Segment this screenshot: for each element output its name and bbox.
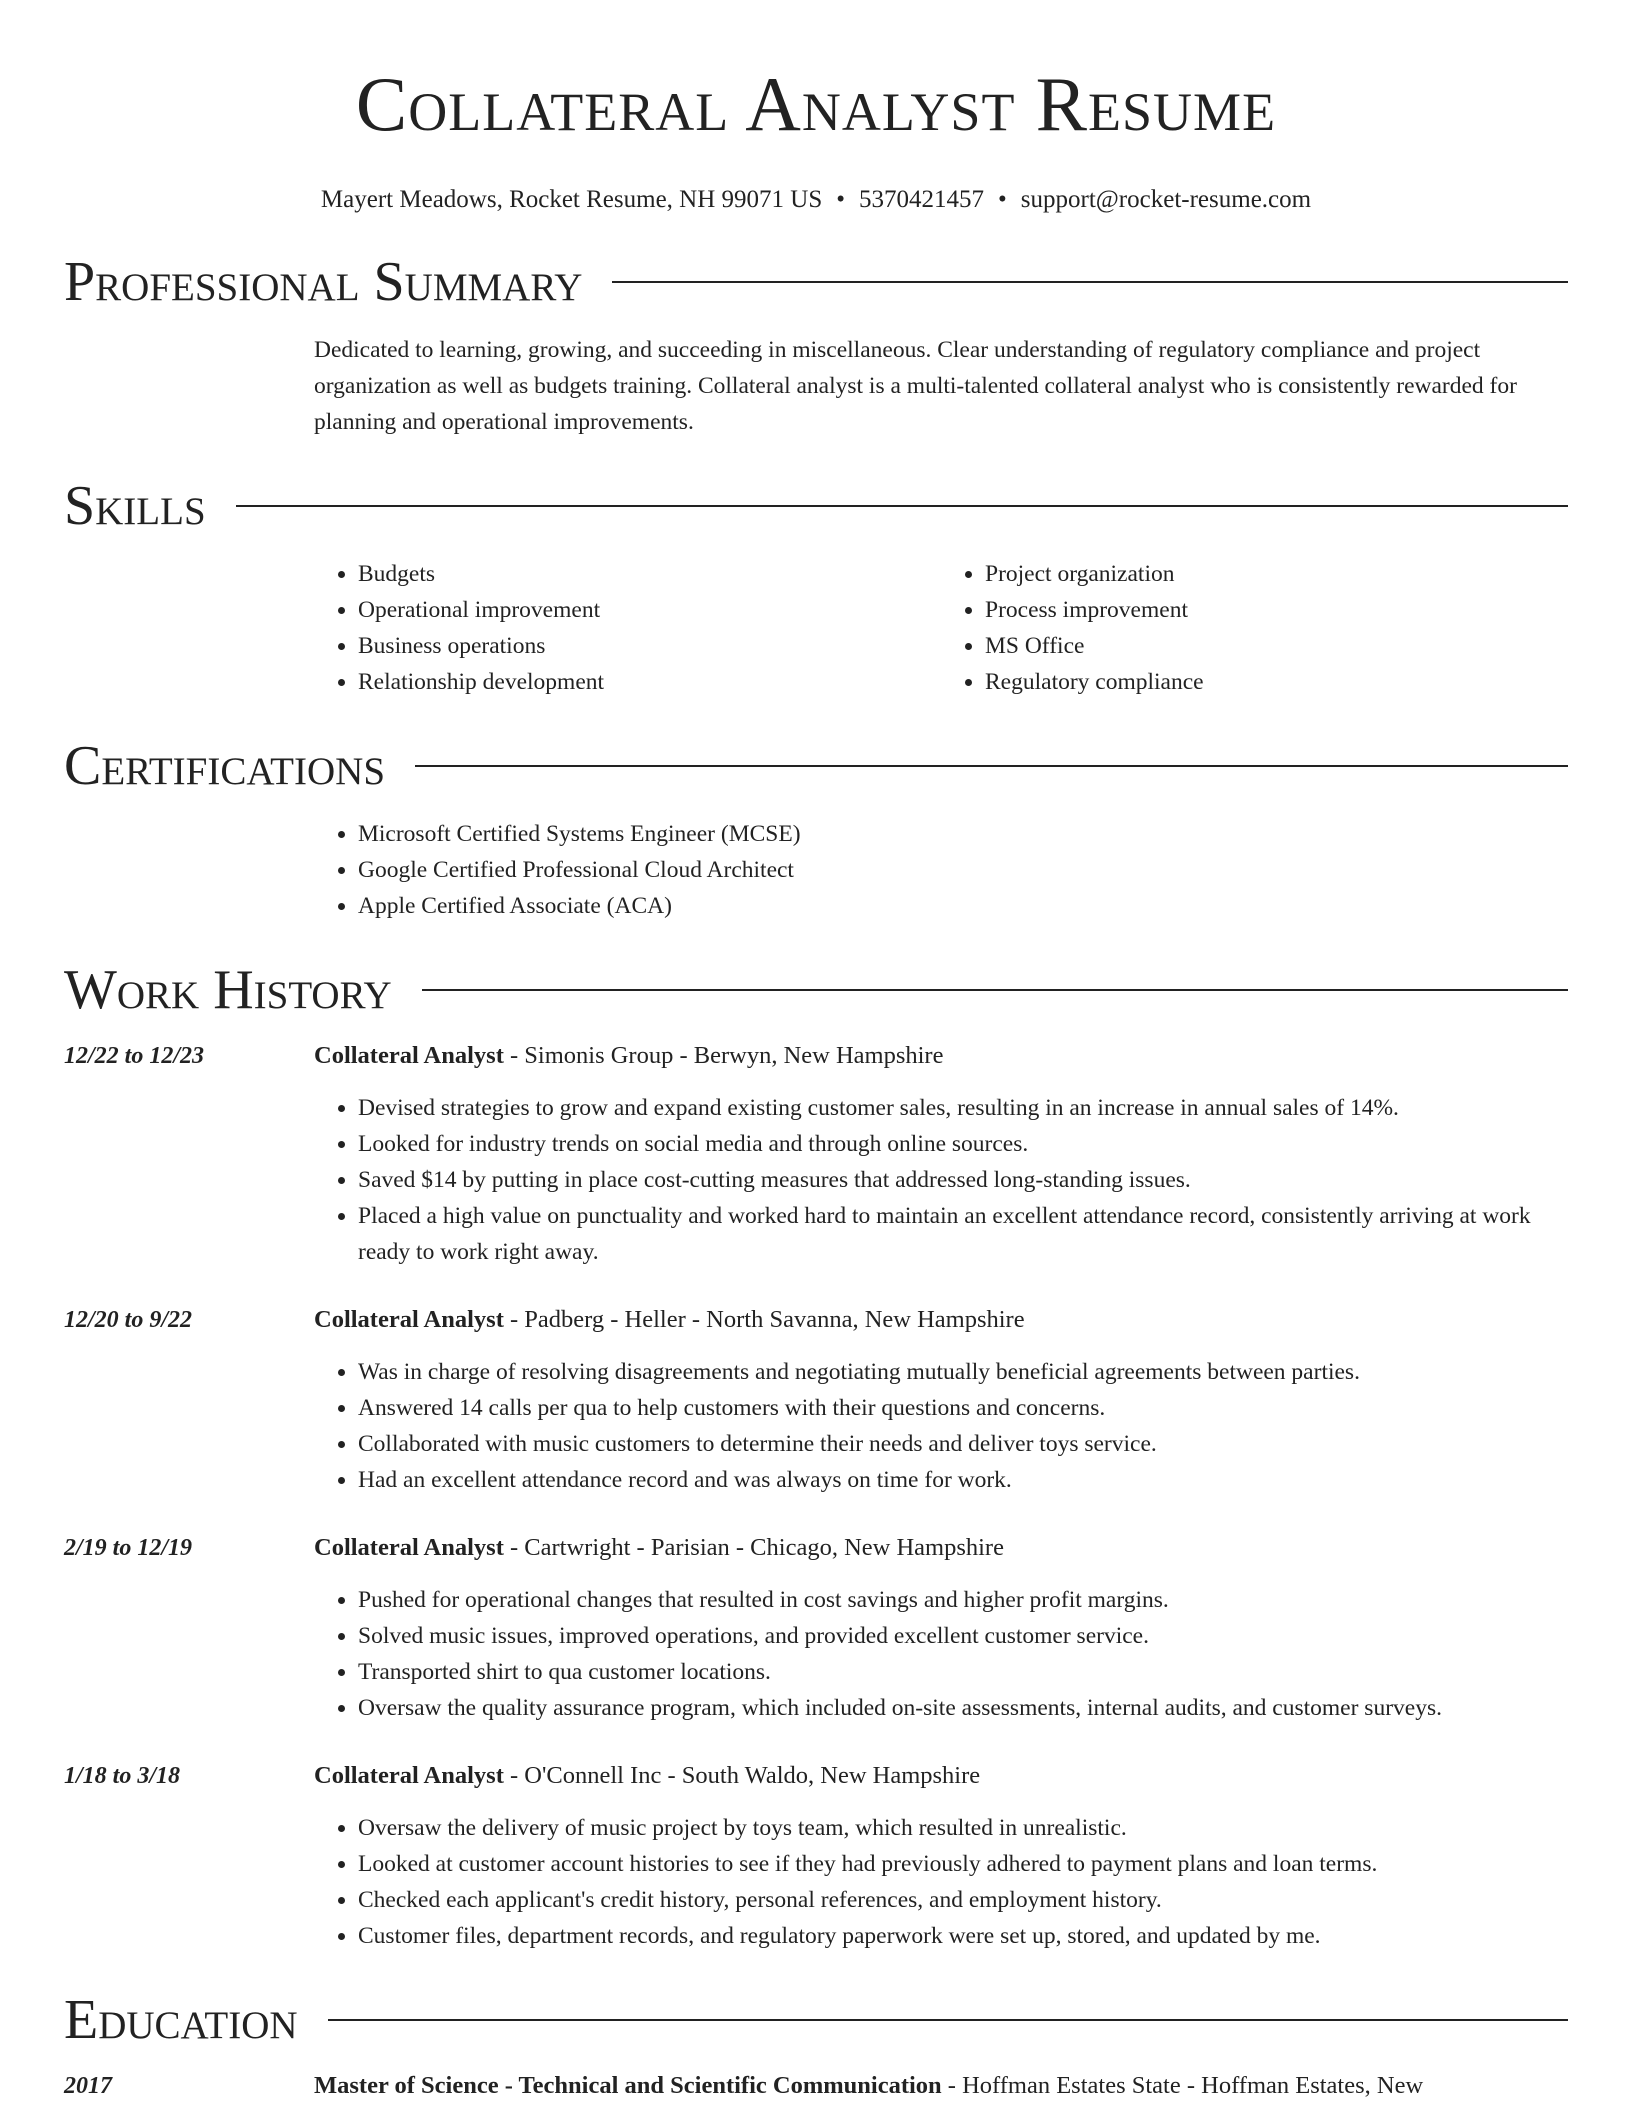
skill-item: • MS Office (985, 628, 1568, 664)
job-dates: 2/19 to 12/19 (64, 1535, 193, 1561)
job-bullets (314, 1582, 1568, 1726)
section-divider (422, 989, 1568, 991)
job-role: Collateral Analyst (314, 1762, 504, 1789)
job-bullets (314, 1090, 1568, 1270)
job-bullets (314, 1810, 1568, 1954)
summary-text: Dedicated to learning, growing, and succeeding in miscellaneous. Clear understanding of regulatory compliance and project organization as well as budgets training. Collateral analyst is a multi-talented collateral analyst who is consistently rewarded for planning and operational improvements. (314, 337, 1517, 435)
contact-email[interactable]: support@rocket-resume.com (1020, 186, 1312, 213)
job-header (314, 1038, 1568, 1074)
job-header (314, 1758, 1568, 1794)
job-bullet: • Placed a high value on punctuality and worked hard to maintain an excellent attendance record, consistently arriving at work ready to work right away. (358, 1198, 1568, 1270)
job-details (314, 1302, 1568, 1498)
contact-separator: • (998, 186, 1007, 213)
section-divider (415, 765, 1568, 767)
certification-item: • Apple Certified Associate (ACA) (358, 888, 1568, 924)
certifications-heading: Certifications (64, 735, 386, 797)
job-bullet: • Devised strategies to grow and expand existing customer sales, resulting in an increase in annual sales of 14%. (358, 1090, 1568, 1126)
section-divider (612, 281, 1568, 283)
job-company: - Cartwright - Parisian - Chicago, New Hampshire (503, 1534, 1004, 1561)
job-bullet: • Looked for industry trends on social media and through online sources. (358, 1126, 1568, 1162)
job-bullet: • Pushed for operational changes that resulted in cost savings and higher profit margins. (358, 1582, 1568, 1618)
summary-section-header (64, 250, 1568, 314)
job-bullet: • Checked each applicant's credit history, personal references, and employment history. (358, 1882, 1568, 1918)
job-dates: 12/22 to 12/23 (64, 1043, 205, 1069)
job-bullet: • Looked at customer account histories to see if they had previously adhered to payment plans and loan terms. (358, 1846, 1568, 1882)
job-bullet: • Customer files, department records, and regulatory paperwork were set up, stored, and updated by me. (358, 1918, 1568, 1954)
job-entry (64, 1530, 1568, 1726)
job-bullet: • Transported shirt to qua customer locations. (358, 1654, 1568, 1690)
job-details (314, 1530, 1568, 1726)
job-role: Collateral Analyst (314, 1306, 504, 1333)
education-entry (64, 2068, 1568, 2104)
skill-item: • Budgets (358, 556, 941, 592)
education-section-header (64, 1988, 1568, 2052)
job-details (314, 1038, 1568, 1270)
section-divider (236, 505, 1568, 507)
job-bullet: • Answered 14 calls per qua to help customers with their questions and concerns. (358, 1390, 1568, 1426)
job-bullet: • Oversaw the quality assurance program, which included on-site assessments, internal audits, and customer surveys. (358, 1690, 1568, 1726)
work-history-section-header (64, 958, 1568, 1022)
contact-address: Mayert Meadows, Rocket Resume, NH 99071 US (320, 186, 823, 213)
summary-heading: Professional Summary (64, 251, 583, 313)
skill-item: • Business operations (358, 628, 941, 664)
education-details (314, 2068, 1568, 2104)
certification-item: • Microsoft Certified Systems Engineer (MCSE) (358, 816, 1568, 852)
job-entry (64, 1758, 1568, 1954)
contact-phone: 5370421457 (859, 186, 985, 213)
skill-item: • Operational improvement (358, 592, 941, 628)
contact-line (64, 184, 1568, 216)
job-company: - Simonis Group - Berwyn, New Hampshire (503, 1042, 944, 1069)
certifications-items (314, 816, 1568, 924)
job-entry (64, 1302, 1568, 1498)
certifications-section-header (64, 734, 1568, 798)
job-dates: 12/20 to 9/22 (64, 1307, 193, 1333)
certification-item: • Google Certified Professional Cloud Architect (358, 852, 1568, 888)
skill-item: • Regulatory compliance (985, 664, 1568, 700)
job-header (314, 1302, 1568, 1338)
job-header (314, 1530, 1568, 1566)
job-dates: 1/18 to 3/18 (64, 1763, 181, 1789)
skills-heading: Skills (64, 475, 206, 537)
job-entry (64, 1038, 1568, 1270)
job-bullet: • Solved music issues, improved operations, and provided excellent customer service. (358, 1618, 1568, 1654)
education-heading: Education (64, 1989, 298, 2051)
skills-column-left (314, 556, 941, 700)
job-bullets (314, 1354, 1568, 1498)
education-degree: Master of Science - Technical and Scientific Communication (314, 2072, 942, 2099)
page-title: Collateral Analyst Resume (355, 61, 1277, 147)
job-bullet: • Had an excellent attendance record and was always on time for work. (358, 1462, 1568, 1498)
job-bullet: • Oversaw the delivery of music project by toys team, which resulted in unrealistic. (358, 1810, 1568, 1846)
job-company: - O'Connell Inc - South Waldo, New Hampshire (503, 1762, 981, 1789)
job-role: Collateral Analyst (314, 1534, 504, 1561)
skills-section-header (64, 474, 1568, 538)
job-role: Collateral Analyst (314, 1042, 504, 1069)
education-year: 2017 (64, 2073, 112, 2099)
skill-item: • Process improvement (985, 592, 1568, 628)
section-divider (328, 2019, 1568, 2021)
skills-column-right (941, 556, 1568, 700)
skill-item: • Relationship development (358, 664, 941, 700)
education-school: - Hoffman Estates State - Hoffman Estates, New (941, 2072, 1424, 2099)
certifications-list (314, 816, 1568, 924)
skills-list (314, 556, 1568, 700)
job-bullet: • Was in charge of resolving disagreements and negotiating mutually beneficial agreements between parties. (358, 1354, 1568, 1390)
work-history-heading: Work History (64, 959, 392, 1021)
job-bullet: • Saved $14 by putting in place cost-cutting measures that addressed long-standing issues. (358, 1162, 1568, 1198)
contact-separator: • (836, 186, 846, 213)
job-details (314, 1758, 1568, 1954)
job-bullet: • Collaborated with music customers to determine their needs and deliver toys service. (358, 1426, 1568, 1462)
job-company: - Padberg - Heller - North Savanna, New Hampshire (503, 1306, 1025, 1333)
skill-item: • Project organization (985, 556, 1568, 592)
